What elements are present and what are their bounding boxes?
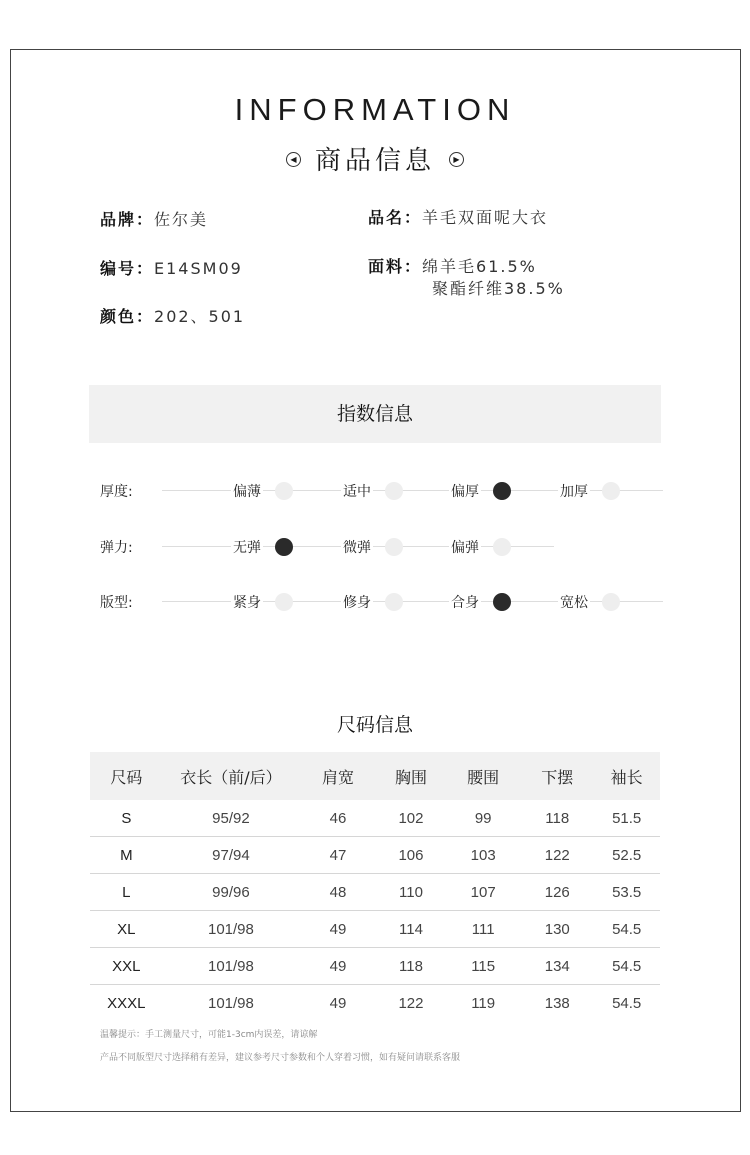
size-cell: 114	[377, 911, 445, 948]
fabric-label: 面料：	[368, 257, 423, 276]
color-label: 颜色：	[100, 307, 155, 326]
unselected-dot-icon	[275, 482, 293, 500]
fabric-info	[368, 254, 537, 277]
table-row	[90, 837, 660, 874]
unselected-dot-icon	[602, 593, 620, 611]
size-cell: 97/94	[163, 837, 299, 874]
size-header-cell: 下摆	[521, 752, 593, 800]
size-cell: 49	[299, 948, 377, 985]
size-cell: 95/92	[163, 800, 299, 837]
index-option-label: 适中	[341, 481, 373, 501]
color-value: 202、501	[154, 307, 246, 326]
size-cell: 134	[521, 948, 593, 985]
size-cell: 102	[377, 800, 445, 837]
index-option-label: 偏弹	[449, 537, 481, 557]
size-cell: 52.5	[593, 837, 660, 874]
color-info	[100, 304, 245, 327]
title-english: INFORMATION	[234, 92, 516, 127]
size-cell: S	[90, 800, 163, 837]
selected-dot-icon	[493, 593, 511, 611]
size-cell: 126	[521, 874, 593, 911]
size-cell: 99/96	[163, 874, 299, 911]
index-option-label: 紧身	[231, 592, 263, 612]
name-label: 品名：	[368, 208, 423, 227]
index-option-label: 偏薄	[231, 481, 263, 501]
unselected-dot-icon	[385, 482, 403, 500]
size-cell: 101/98	[207, 994, 254, 1012]
right-arrow-icon: ▶	[449, 152, 464, 167]
selected-dot-icon	[275, 538, 293, 556]
index-option-label: 偏厚	[449, 481, 481, 501]
left-arrow-icon: ◀	[286, 152, 301, 167]
fabric-line2: 聚酯纤维38.5%	[432, 279, 565, 298]
fabric-line1: 绵羊毛61.5%	[422, 257, 537, 276]
size-cell: 115	[445, 948, 521, 985]
index-option-label: 宽松	[558, 592, 590, 612]
size-cell: M	[90, 837, 163, 874]
size-header-cell: 袖长	[593, 752, 660, 800]
size-cell: 130	[521, 911, 593, 948]
size-cell: 46	[299, 800, 377, 837]
table-row	[90, 800, 660, 837]
size-cell: 106	[377, 837, 445, 874]
title-chinese-text: 商品信息	[314, 146, 435, 176]
size-table	[90, 752, 660, 1021]
index-row	[100, 592, 665, 612]
size-cell: 110	[377, 874, 445, 911]
size-cell: L	[90, 874, 163, 911]
size-cell: 49	[329, 994, 347, 1012]
brand-value: 佐尔美	[154, 210, 209, 229]
size-header-cell: 衣长（前/后）	[163, 752, 299, 800]
brand-info	[100, 207, 208, 230]
size-cell: 103	[445, 837, 521, 874]
index-row	[100, 537, 665, 557]
size-section-title: 尺码信息	[336, 714, 413, 736]
size-cell: 49	[299, 911, 377, 948]
size-cell: 138	[544, 994, 570, 1012]
index-row-label: 弹力:	[100, 540, 133, 556]
size-cell: XXXL	[107, 994, 146, 1012]
size-header-cell: 腰围	[445, 752, 521, 800]
size-cell: 101/98	[163, 948, 299, 985]
size-header-cell: 尺码	[90, 752, 163, 800]
size-cell: 47	[299, 837, 377, 874]
size-cell: 122	[521, 837, 593, 874]
unselected-dot-icon	[602, 482, 620, 500]
size-cell: XL	[90, 911, 163, 948]
code-label: 编号：	[100, 259, 155, 278]
size-cell: 48	[299, 874, 377, 911]
size-cell: 54.5	[593, 911, 660, 948]
index-row	[100, 481, 665, 501]
index-option-label: 修身	[341, 592, 373, 612]
unselected-dot-icon	[275, 593, 293, 611]
name-value: 羊毛双面呢大衣	[422, 208, 549, 227]
size-header-cell: 肩宽	[299, 752, 377, 800]
table-row	[90, 948, 660, 985]
size-cell: 118	[377, 948, 445, 985]
index-option-label: 无弹	[231, 537, 263, 557]
table-row	[90, 911, 660, 948]
size-cell: 99	[445, 800, 521, 837]
table-row	[90, 874, 660, 911]
note-line-2: 产品不同版型尺寸选择稍有差异，建议参考尺寸参数和个人穿着习惯，如有疑问请联系客服	[100, 1053, 461, 1063]
name-info	[368, 205, 548, 228]
brand-label: 品牌：	[100, 210, 155, 229]
size-cell: 111	[445, 911, 521, 948]
size-cell: XXL	[90, 948, 163, 985]
selected-dot-icon	[493, 482, 511, 500]
size-cell: 107	[445, 874, 521, 911]
size-cell: 122	[398, 994, 424, 1012]
index-section-title: 指数信息	[89, 385, 661, 443]
table-row	[90, 985, 660, 1022]
code-info	[100, 256, 243, 279]
size-cell: 54.5	[612, 994, 642, 1012]
size-cell: 54.5	[593, 948, 660, 985]
size-cell: 118	[521, 800, 593, 837]
index-option-label: 微弹	[341, 537, 373, 557]
index-option-label: 合身	[449, 592, 481, 612]
size-header-cell: 胸围	[377, 752, 445, 800]
index-option-label: 加厚	[558, 481, 590, 501]
note-line-1: 温馨提示：手工测量尺寸，可能1-3cm内误差，请谅解	[100, 1030, 318, 1040]
size-table-header	[90, 752, 660, 800]
index-row-label: 版型:	[100, 595, 133, 611]
size-cell: 119	[471, 994, 496, 1012]
code-value: E14SM09	[154, 259, 243, 278]
title-chinese	[0, 140, 750, 177]
size-cell: 101/98	[163, 911, 299, 948]
size-cell: 53.5	[593, 874, 660, 911]
unselected-dot-icon	[385, 593, 403, 611]
size-cell: 51.5	[593, 800, 660, 837]
unselected-dot-icon	[493, 538, 511, 556]
index-row-label: 厚度:	[100, 484, 133, 500]
unselected-dot-icon	[385, 538, 403, 556]
